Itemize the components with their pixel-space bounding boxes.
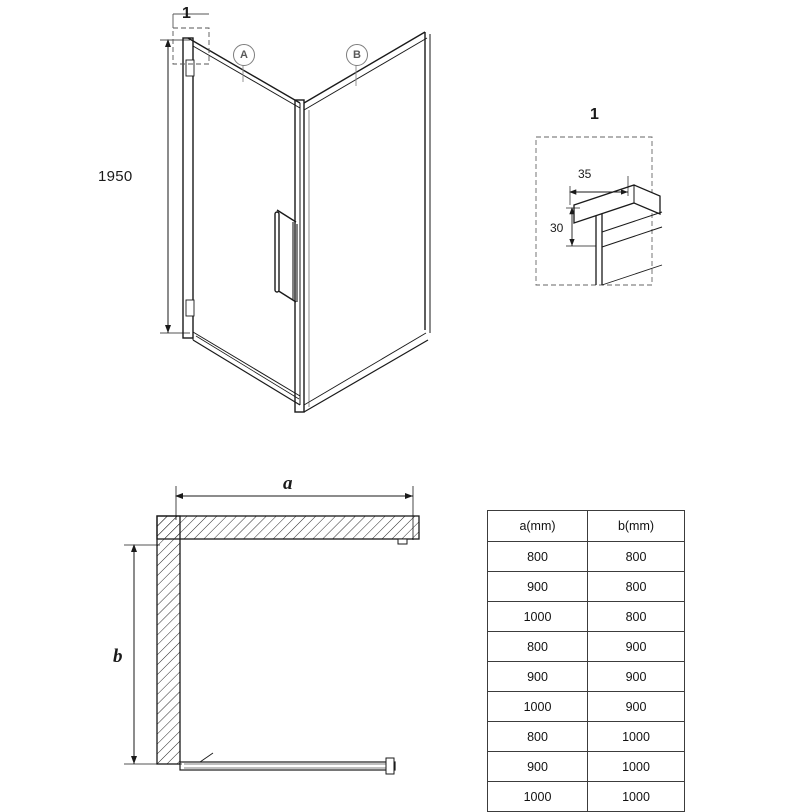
plan-dim-b-label: b xyxy=(113,646,123,667)
detail-dim-30-label: 30 xyxy=(550,221,564,235)
plan-dim-a-label: a xyxy=(283,473,293,494)
cell-b: 1000 xyxy=(588,752,685,782)
cell-b: 900 xyxy=(588,692,685,722)
cell-b: 1000 xyxy=(588,722,685,752)
cell-b: 900 xyxy=(588,632,685,662)
cell-a: 900 xyxy=(488,572,588,602)
cell-a: 900 xyxy=(488,662,588,692)
elevation-view xyxy=(160,14,430,412)
cell-a: 800 xyxy=(488,542,588,572)
detail-dim-35-label: 35 xyxy=(578,167,592,181)
cell-b: 800 xyxy=(588,572,685,602)
table-row xyxy=(488,752,685,782)
cell-b: 800 xyxy=(588,542,685,572)
table-row xyxy=(488,602,685,632)
table-header-row xyxy=(488,511,685,542)
detail-view-1 xyxy=(536,137,662,285)
cell-b: 900 xyxy=(588,662,685,692)
table-row xyxy=(488,632,685,662)
plan-view xyxy=(124,486,419,774)
cell-a: 1000 xyxy=(488,692,588,722)
table-row xyxy=(488,722,685,752)
callout-b: B xyxy=(346,44,368,66)
size-table-wrapper xyxy=(487,510,685,812)
table-row xyxy=(488,542,685,572)
table-row xyxy=(488,692,685,722)
cell-a: 900 xyxy=(488,752,588,782)
cell-b: 800 xyxy=(588,602,685,632)
cell-a: 800 xyxy=(488,722,588,752)
cell-a: 1000 xyxy=(488,782,588,812)
elevation-height-label: 1950 xyxy=(98,168,133,185)
table-header-a: a(mm) xyxy=(488,511,588,542)
detail-marker-elevation: 1 xyxy=(182,5,191,22)
table-row xyxy=(488,662,685,692)
callout-a: A xyxy=(233,44,255,66)
cell-a: 1000 xyxy=(488,602,588,632)
cell-b: 1000 xyxy=(588,782,685,812)
table-header-b: b(mm) xyxy=(588,511,685,542)
cell-a: 800 xyxy=(488,632,588,662)
table-row xyxy=(488,572,685,602)
size-table xyxy=(487,510,685,812)
table-row xyxy=(488,782,685,812)
detail-title-1: 1 xyxy=(590,106,599,123)
